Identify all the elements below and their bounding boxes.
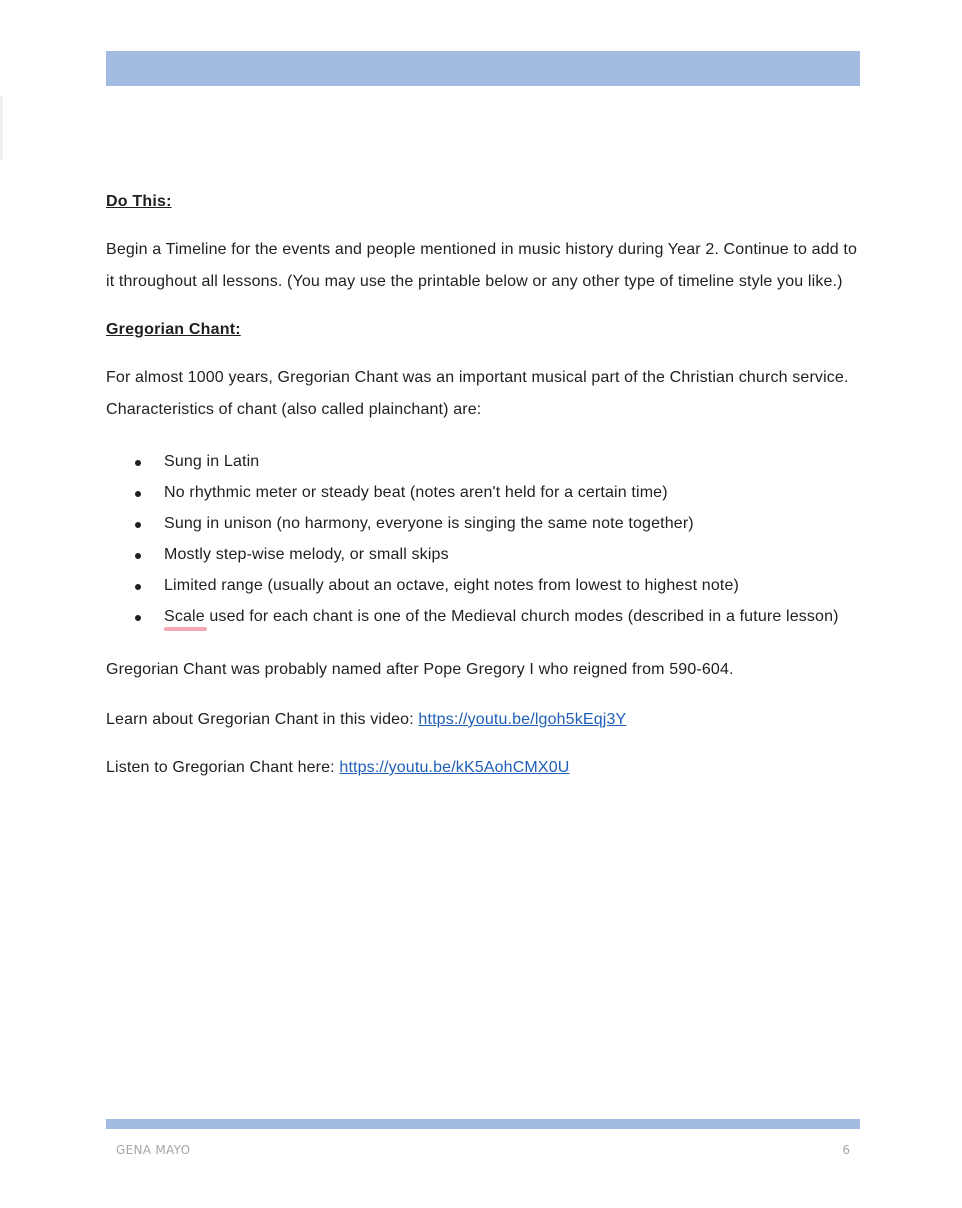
header-band	[106, 51, 860, 86]
list-item	[106, 539, 860, 571]
learn-paragraph	[106, 704, 860, 736]
characteristics-list	[106, 446, 860, 633]
list-item-text: Mostly step-wise melody, or small skips	[164, 546, 449, 563]
footer-band	[106, 1119, 860, 1129]
bullet-icon	[135, 584, 141, 590]
bullet-icon	[135, 522, 141, 528]
list-item	[106, 508, 860, 540]
list-item-text: used for each chant is one of the Medieval church modes (described in a future lesson)	[204, 608, 839, 625]
learn-prefix: Learn about Gregorian Chant in this video:	[106, 711, 419, 728]
footer-author: GENA MAYO	[116, 1143, 191, 1157]
do-this-heading: Do This:	[106, 193, 172, 210]
listen-video-link[interactable]: https://youtu.be/kK5AohCMX0U	[339, 759, 570, 776]
page-edge-mark	[0, 96, 3, 160]
bullet-icon	[135, 491, 141, 497]
list-item-text: No rhythmic meter or steady beat (notes aren't held for a certain time)	[164, 484, 668, 501]
spellcheck-flagged-word[interactable]: Scale	[164, 601, 205, 633]
bullet-icon	[135, 615, 141, 621]
gregorian-chant-intro: For almost 1000 years, Gregorian Chant was an important musical part of the Christian church service. Characteristics of chant (also called plainchant) are:	[106, 369, 849, 418]
page-number: 6	[842, 1143, 850, 1157]
list-item	[106, 601, 860, 633]
list-item	[106, 570, 860, 602]
list-item	[106, 477, 860, 509]
list-item-text: Limited range (usually about an octave, eight notes from lowest to highest note)	[164, 577, 739, 594]
list-item-text: Sung in unison (no harmony, everyone is singing the same note together)	[164, 515, 694, 532]
bullet-icon	[135, 553, 141, 559]
naming-paragraph: Gregorian Chant was probably named after Pope Gregory I who reigned from 590-604.	[106, 661, 734, 678]
list-item	[106, 446, 860, 478]
bullet-icon	[135, 460, 141, 466]
document-body	[106, 186, 860, 784]
listen-paragraph	[106, 752, 860, 784]
listen-prefix: Listen to Gregorian Chant here:	[106, 759, 340, 776]
do-this-paragraph: Begin a Timeline for the events and people mentioned in music history during Year 2. Continue to add to it throughout all lessons. (You may use the printable below or any other type of timeline style you like.)	[106, 241, 858, 290]
list-item-text: Sung in Latin	[164, 453, 260, 470]
learn-video-link[interactable]: https://youtu.be/lgoh5kEqj3Y	[418, 711, 627, 728]
gregorian-chant-heading: Gregorian Chant:	[106, 321, 241, 338]
